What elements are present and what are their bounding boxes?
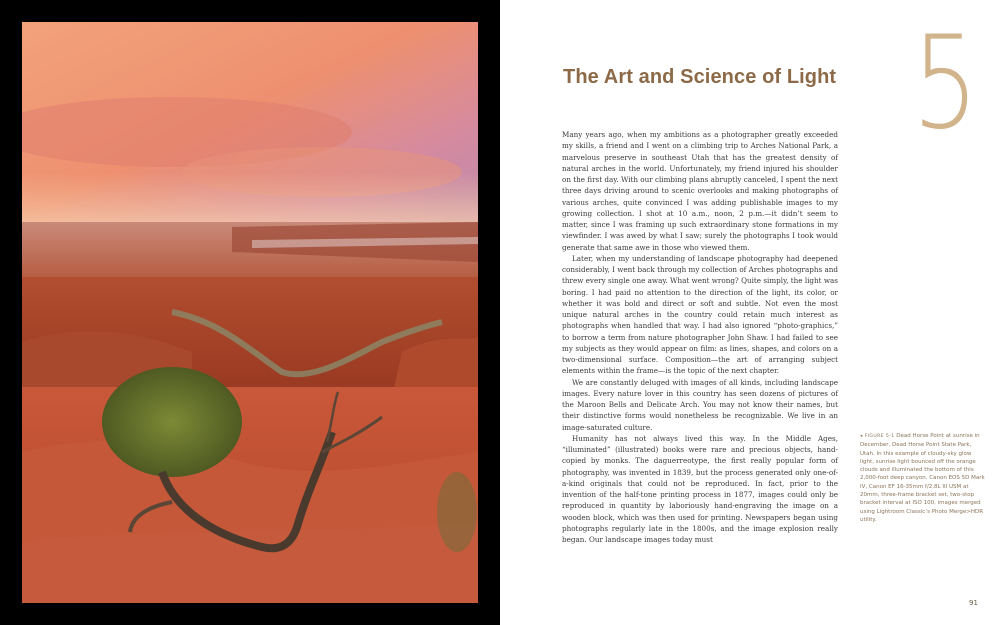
paragraph: Many years ago, when my ambitions as a photographer greatly exceeded my skills, a friend and I went on a climbing trip to Arches National Park, a marvelous preserve in southeast Utah that has the greatest density of natural arches in the world. Unfortunately, my friend injured his shoulder on the first day. With our climbing plans abruptly canceled, I spent the next three days driving around to scenic overlooks and making photographs of various arches, quite convinced I was adding publishable images to my growing collection. I shot at 10 a.m., noon, 2 p.m.—it didn’t seem to matter, since I was framing up such extraordinary stone formations in my viewfinder. I was awed by what I saw; surely the photographs I took would generate that same awe in those who viewed them. [562,130,839,252]
chapter-title: The Art and Science of Light [563,66,837,88]
photo-illustration [22,22,478,603]
right-page [500,0,1000,625]
page-number: 91 [969,599,978,607]
figure-label: ◂ FIGURE 5-1 [860,434,895,439]
caption-text: Dead Horse Point at sunrise in December, Dead Horse Point State Park, Utah. In this example of cloudy-sky glow light, sunrise light bounced off the orange clouds and illuminated the bottom of this 2,000-foot deep canyon. Canon EOS 5D Mark IV, Canon EF 16-35mm f/2.8L III USM at 20mm, three-frame bracket set, two-stop bracket interval at ISO 100, images merged using Lightroom Classic’s Photo Merge>HDR utility. [860,433,985,523]
paragraph: We are constantly deluged with images of all kinds, including landscape images. Every nature lover in this country has seen dozens of pictures of the Maroon Bells and Delicate Arch. You may not know their names, but their distinctive forms would nonetheless be recognizable. We live in an image-saturated culture. [562,377,838,432]
body-text [562,129,838,545]
chapter-number: 5 [912,9,979,158]
paragraph: Humanity has not always lived this way. In the Middle Ages, “illuminated” (illustrated) books were rare and precious objects, hand-copied by monks. The daguerreotype, the first really popular form of photography, was invented in 1839, but the process generated only one-of-a-kind originals that could not be reproduced. In fact, prior to the invention of the half-tone printing process in 1877, images could only be reproduced in quantity by laboriously hand-engraving the image on a wooden block, which was then used for printing. Newspapers began using photographs regularly late in the 1800s, and the image explosion really began. Our landscape images today must [562,433,838,544]
paragraph: Later, when my understanding of landscape photography had deepened considerably, I went back through my collection of Arches photographs and threw every single one away. What went wrong? Quite simply, the light was boring. I had paid no attention to the direction of the light, its color, or whether it was bold and direct or soft and subtle. Not even the most unique natural arches in the country could retain much interest as photographs when handled that way. I had also ignored “photo-graphics,” to borrow a term from nature photographer John Shaw. I had failed to see my subjects as they would appear on film: as lines, shapes, and colors on a two-dimensional surface. Composition—the art of arranging subject elements within the frame—is the topic of the next chapter. [562,253,838,376]
figure-caption [860,432,985,524]
canyon-sunrise-photo [22,22,478,603]
